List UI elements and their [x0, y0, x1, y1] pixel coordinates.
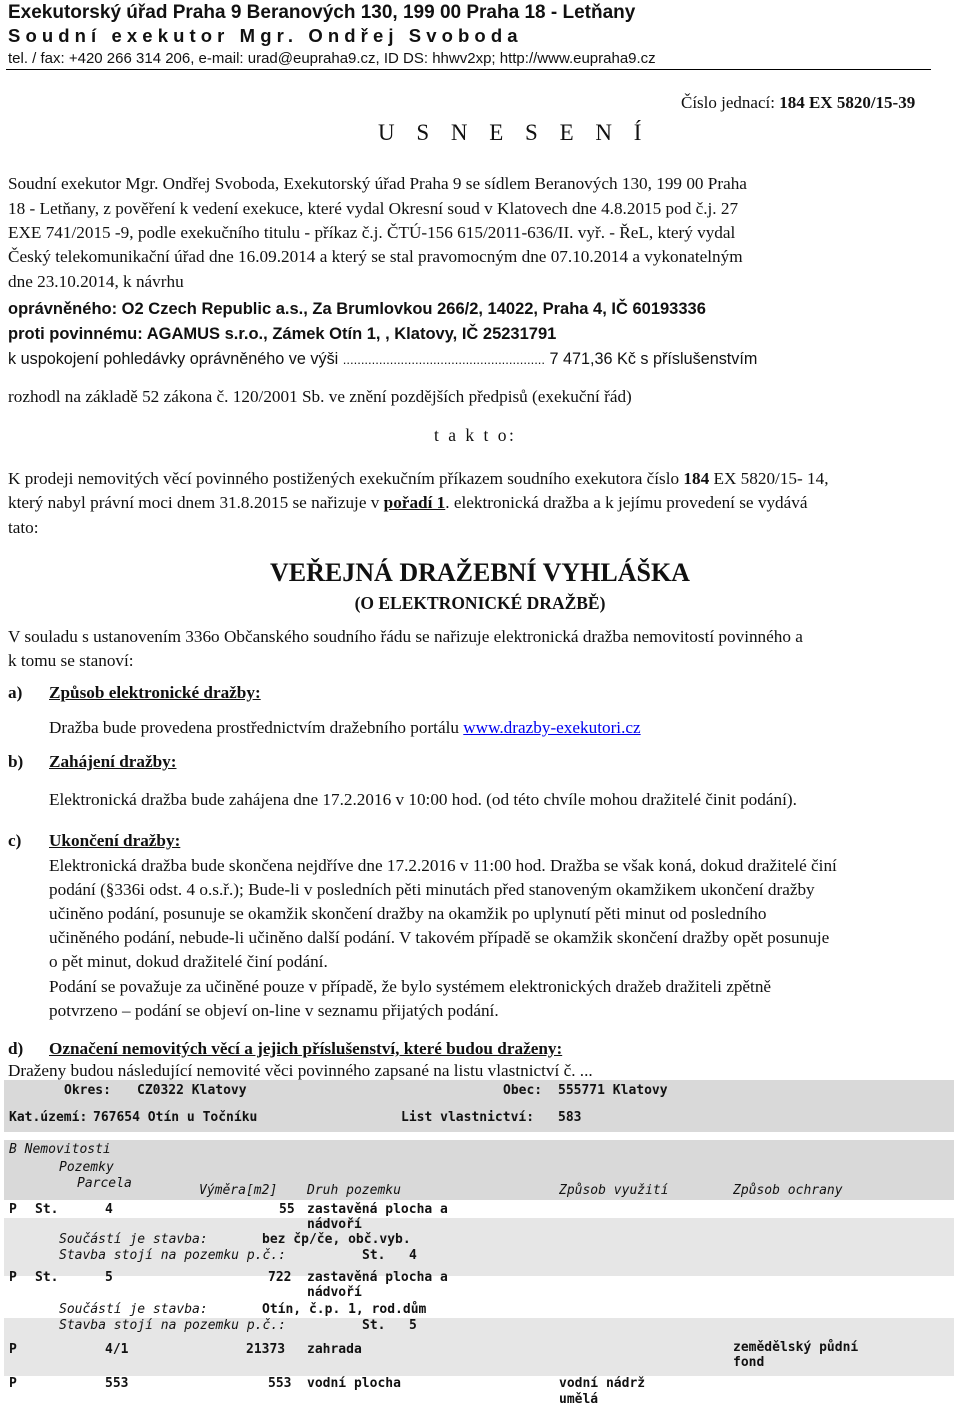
section-c-line: učiněného podání, nebude-li učiněno další podání. V takovém případě se okamžik skončení dražby opět posunuje: [49, 928, 830, 947]
legal-basis: rozhodl na základě 52 zákona č. 120/2001 Sb. ve znění pozdějších předpisů (exekuční řád): [8, 387, 632, 406]
row-vymera: 722: [268, 1270, 292, 1285]
row-druh-2: nádvoří: [307, 1217, 362, 1232]
section-c-letter: c): [8, 831, 22, 850]
intro-line: Soudní exekutor Mgr. Ondřej Svoboda, Exekutorský úřad Praha 9 se sídlem Beranových 130, 199 00 Praha: [8, 174, 747, 193]
section-c-line: učiněno podání, posunuje se okamžik skončení dražby na okamžik po uplynutí pěti minut od posledního: [49, 904, 767, 923]
cadastre-note-band: [4, 1218, 954, 1276]
section-a-letter: a): [8, 683, 23, 702]
order-line-1: [8, 467, 956, 491]
intro2-line: k tomu se stanoví:: [8, 651, 134, 670]
section-c-line: potvrzeno – podání se objeví on-line v seznamu přijatých podání.: [49, 1001, 499, 1020]
obec-label: Obec:: [503, 1083, 543, 1098]
claim-dots: ........................................................: [342, 352, 546, 367]
row-p: P: [9, 1202, 17, 1217]
col-ochrana: Způsob ochrany: [733, 1183, 843, 1198]
obec-value: 555771 Klatovy: [558, 1083, 668, 1098]
intro-line: dne 23.10.2014, k návrhu: [8, 272, 184, 291]
order-text: EX 5820/15- 14,: [709, 469, 829, 488]
intro-line: EXE 741/2015 -9, podle exekučního titulu - příkaz č.j. ČTÚ-156 615/2011-636/II. vyř. - ŘeL, který vydal: [8, 223, 736, 242]
section-c-line: Podání se považuje za učiněné pouze v případě, že bylo systémem elektronických dražeb dražiteli zpětně: [49, 977, 772, 996]
section-c-line: Elektronická dražba bude skončena nejdříve dne 17.2.2016 v 11:00 hod. Dražba se však koná, dokud dražitelé činí: [49, 856, 837, 875]
document-heading: U S N E S E N Í: [378, 120, 650, 145]
row-typ: St.: [35, 1270, 59, 1285]
lv-value: 583: [558, 1110, 582, 1125]
case-number-value: 184 EX 5820/15-39: [779, 93, 916, 112]
section-c-title: Ukončení dražby:: [49, 831, 181, 850]
section-b-letter: b): [8, 752, 24, 771]
order-line-2: [8, 491, 956, 515]
executor-name: Soudní exekutor Mgr. Ondřej Svoboda: [8, 25, 523, 46]
section-a-title: Způsob elektronické dražby:: [49, 683, 261, 702]
row-cislo: 4/1: [105, 1342, 129, 1357]
section-a-text: [49, 716, 956, 740]
cadastre-extract: [0, 1080, 960, 1419]
lv-label: List vlastnictví:: [401, 1110, 535, 1125]
row-vymera: 21373: [246, 1342, 286, 1357]
intro-line: 18 - Letňany, z pověření k vedení exekuce, které vydal Okresní soud v Klatovech dne 4.8.2015 pod č.j. 27: [8, 199, 739, 218]
katuzemi-value: 767654 Otín u Točníku: [93, 1110, 258, 1125]
office-name: Exekutorský úřad Praha 9 Beranových 130, 199 00 Praha 18 - Letňany: [8, 2, 636, 23]
row-cislo: 5: [105, 1270, 113, 1285]
debtor-line: proti povinnému: AGAMUS s.r.o., Zámek Otín 1, , Klatovy, IČ 25231791: [8, 325, 557, 343]
row-druh: vodní plocha: [307, 1376, 401, 1391]
parcela-label: Parcela: [77, 1176, 132, 1191]
section-c-line: o pět minut, dokud dražitelé činí podání.: [49, 952, 328, 971]
row-vymera: 55: [279, 1202, 295, 1217]
section-a-body: Dražba bude provedena prostřednictvím dražebního portálu: [49, 718, 464, 737]
order-text: K prodeji nemovitých věcí povinného postižených exekučním příkazem soudního exekutora číslo: [8, 469, 684, 488]
section-d-letter: d): [8, 1039, 24, 1058]
soucast-label: Součástí je stavba:: [59, 1232, 208, 1247]
row-cislo: 4: [105, 1202, 113, 1217]
section-d-title: Označení nemovitých věcí a jejich příslušenství, které budou draženy:: [49, 1039, 563, 1058]
intro-line: Český telekomunikační úřad dne 16.09.2014 a který se stal pravomocným dne 07.10.2014 a vykonatelným: [8, 247, 743, 266]
col-druh: Druh pozemku: [307, 1183, 401, 1198]
col-zpusob: Způsob využití: [559, 1183, 669, 1198]
case-number: [681, 93, 915, 113]
notice-title: VEŘEJNÁ DRAŽEBNÍ VYHLÁŠKA: [270, 558, 690, 587]
notice-subtitle: (O ELEKTRONICKÉ DRAŽBĚ): [354, 593, 606, 613]
row-p: P: [9, 1270, 17, 1285]
stavba-label: Stavba stojí na pozemku p.č.:: [59, 1248, 286, 1263]
section-b-title: Zahájení dražby:: [49, 752, 177, 771]
row-vyuziti: vodní nádrž: [559, 1376, 646, 1391]
row-druh-2: nádvoří: [307, 1285, 362, 1300]
row-typ: St.: [35, 1202, 59, 1217]
col-vymera: Výměra[m2]: [199, 1183, 278, 1198]
soucast-label: Součástí je stavba:: [59, 1302, 208, 1317]
header-divider: [6, 69, 931, 70]
pozemky-label: Pozemky: [59, 1160, 114, 1175]
row-cislo: 553: [105, 1376, 129, 1391]
section-c-line: podání (§336i odst. 4 o.s.ř.); Bude-li v posledních pěti minutách před stanoveným okamžikem ukončení dražby: [49, 880, 815, 899]
row-druh: zastavěná plocha a: [307, 1270, 448, 1285]
stavba-label: Stavba stojí na pozemku p.č.:: [59, 1318, 286, 1333]
case-number-label: Číslo jednací:: [681, 93, 780, 112]
section-b-text: Elektronická dražba bude zahájena dne 17.2.2016 v 10:00 hod. (od této chvíle mohou dražitelé činit podání).: [49, 790, 797, 809]
claim-line: [8, 347, 956, 372]
row-ochrana-2: fond: [733, 1355, 765, 1370]
row-vyuziti-2: umělá: [559, 1392, 599, 1407]
stavba-value: St. 5: [362, 1318, 417, 1333]
row-druh: zahrada: [307, 1342, 362, 1357]
row-vymera: 553: [268, 1376, 292, 1391]
row-p: P: [9, 1342, 17, 1357]
row-druh: zastavěná plocha a: [307, 1202, 448, 1217]
stavba-value: St. 4: [362, 1248, 417, 1263]
claim-label: k uspokojení pohledávky oprávněného ve výši: [8, 350, 343, 368]
section-d-text: Draženy budou následující nemovité věci povinného zapsané na listu vlastnictví č. ...: [8, 1061, 593, 1080]
order-text: . elektronická dražba a k jejímu provedení se vydává: [445, 493, 808, 512]
intro2-line: V souladu s ustanovením 336o Občanského soudního řádu se nařizuje elektronická dražba nemovitostí povinného a: [8, 627, 803, 646]
creditor-line: oprávněného: O2 Czech Republic a.s., Za Brumlovkou 266/2, 14022, Praha 4, IČ 60193336: [8, 300, 706, 318]
contact-line: tel. / fax: +420 266 314 206, e-mail: urad@eupraha9.cz, ID DS: hhwv2xp; http://www.eupraha9.cz: [8, 50, 656, 67]
section-b-label: B Nemovitosti: [9, 1142, 111, 1157]
order-line-3: tato:: [8, 518, 39, 537]
soucast-value: bez čp/če, obč.vyb.: [262, 1232, 411, 1247]
order-text: který nabyl právní moci dnem 31.8.2015 se nařizuje v: [8, 493, 384, 512]
claim-amount: 7 471,36 Kč s příslušenstvím: [545, 350, 758, 368]
okres-label: Okres:: [64, 1083, 111, 1098]
order-executor-number: 184: [683, 469, 710, 488]
soucast-value: Otín, č.p. 1, rod.dům: [262, 1302, 427, 1317]
auction-portal-link[interactable]: www.drazby-exekutori.cz: [463, 718, 641, 737]
takto-heading: t a k t o:: [434, 425, 517, 445]
row-p: P: [9, 1376, 17, 1391]
katuzemi-label: Kat.území:: [9, 1110, 88, 1125]
okres-value: CZ0322 Klatovy: [137, 1083, 247, 1098]
order-rank: pořadí 1: [383, 493, 446, 512]
row-ochrana: zemědělský půdní: [733, 1340, 859, 1355]
